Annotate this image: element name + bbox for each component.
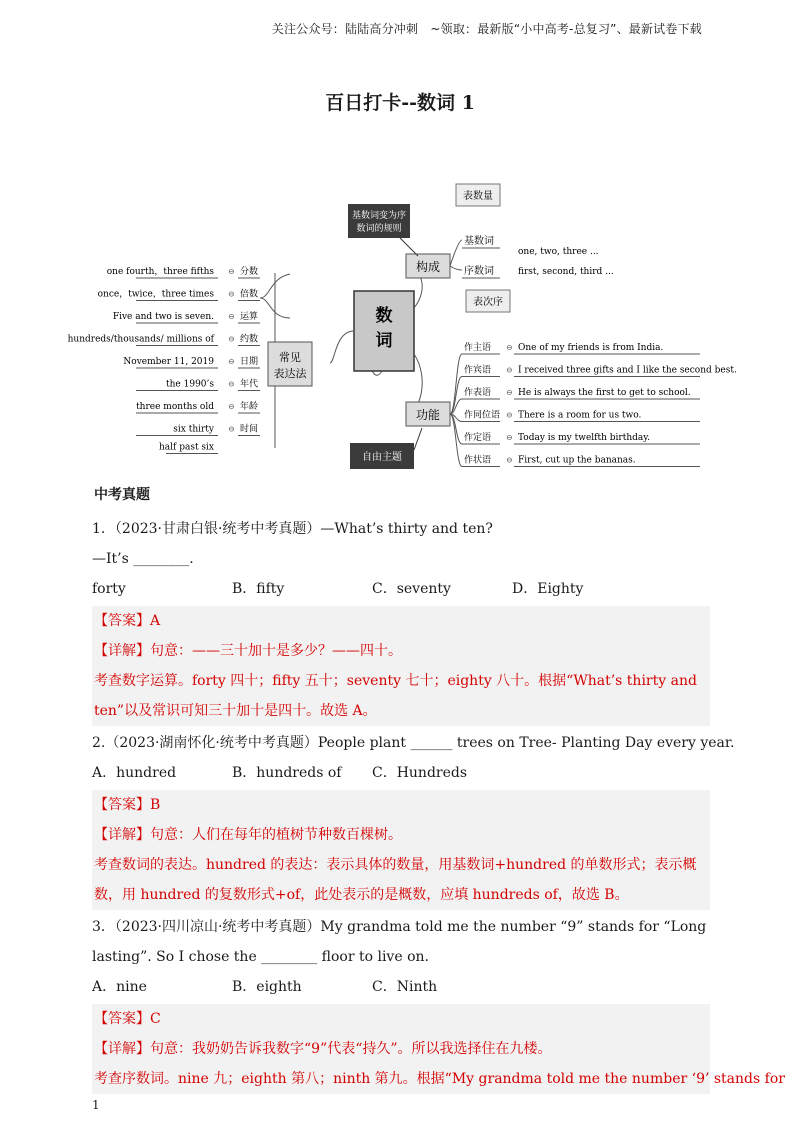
function-label: 作表语 [464, 388, 492, 398]
expand-icon: ⊖ [506, 410, 513, 420]
detail-text: 句意：我奶奶告诉我数字“9”代表“持久”。所以我选择住在九楼。 [150, 1041, 552, 1057]
construct-item-2-label: 序数词 [464, 266, 494, 277]
question-2-stem: 2.（2023·湖南怀化·统考中考真题）People plant ______ trees on Tree- Planting Day every year. [92, 735, 735, 751]
expand-icon: ⊖ [228, 334, 235, 344]
expression-label: 年龄 [240, 402, 259, 412]
function-example: One of my friends is from India. [518, 343, 664, 353]
expand-icon: ⊖ [228, 267, 235, 276]
function-example: First, cut up the bananas. [518, 455, 636, 466]
expression-label: 运算 [240, 312, 259, 322]
answer: 【答案】B [94, 797, 161, 813]
question-3-answer-box [92, 1004, 785, 1094]
question-2-answer-box [92, 790, 710, 910]
option: forty [92, 581, 126, 597]
bubble-order-label: 表次序 [473, 297, 503, 308]
detail [94, 1034, 708, 1064]
expand-icon: ⊖ [506, 433, 513, 442]
branch-function-label: 功能 [415, 408, 441, 422]
expression-label: 年代 [240, 379, 259, 390]
branch-expressions-label-1: 常见 [279, 351, 301, 364]
function-label: 作宾语 [464, 365, 492, 376]
detail-tag: 【详解】 [94, 643, 150, 659]
function-label: 作主语 [464, 343, 492, 353]
analysis: 考查数字运算。forty 四十；fifty 五十；seventy 七十；eighty 八十。根据“What’s thirty and ten”以及常识可知三十加十是四十。故选 A。 [94, 673, 697, 719]
expression-example: Five and two is seven. [112, 312, 214, 322]
expand-icon: ⊖ [228, 312, 235, 321]
expression-label: 倍数 [240, 289, 259, 300]
expand-icon: ⊖ [506, 343, 513, 352]
function-example: I received three gifts and I like the second best. [518, 365, 737, 376]
function-example: Today is my twelfth birthday. [518, 433, 650, 443]
callout-free-text: 自由主题 [362, 452, 402, 463]
function-connector [450, 354, 462, 414]
expression-example: November 11, 2019 [123, 357, 214, 367]
detail [94, 636, 708, 666]
branch-construct-label: 构成 [415, 260, 441, 274]
branch-expressions-label-2: 表达法 [273, 367, 307, 380]
option: C．Ninth [372, 979, 438, 995]
page-header: 关注公众号：陆陆高分冲刺 ~领取：最新版“小中高考-总复习”、最新试卷下载 [271, 22, 702, 36]
function-example: There is a room for us two. [518, 410, 642, 421]
center-label-2: 词 [375, 331, 393, 351]
expand-icon: ⊖ [228, 402, 235, 411]
expression-example: once，twice，three times [97, 289, 214, 300]
answer: 【答案】A [94, 613, 161, 629]
expand-icon: ⊖ [228, 289, 235, 299]
callout-rule-text-2: 数词的规则 [356, 224, 402, 234]
expand-icon: ⊖ [506, 365, 513, 375]
mindmap-diagram [67, 178, 737, 478]
detail [94, 820, 708, 850]
function-connector [450, 414, 462, 467]
question-3-stem: 3．（2023·四川凉山·统考中考真题）My grandma told me the number “9” stands for “Long lasting”. So I chose the ________ floor to live on. [92, 919, 707, 965]
expand-icon: ⊖ [228, 357, 235, 366]
construct-item-2-example: first, second, third ... [518, 267, 614, 277]
answer: 【答案】C [94, 1011, 161, 1027]
expression-label: 分数 [240, 267, 259, 277]
option: A．hundred [92, 765, 177, 781]
question-1-answer-box [92, 606, 710, 726]
option: A．nine [92, 979, 147, 995]
option: C．Hundreds [372, 765, 468, 781]
analysis: 考查数词的表达。hundred 的表达：表示具体的数量，用基数词+hundred 的单数形式；表示概数，用 hundred 的复数形式+of，此处表示的是概数，应填 hundreds of，故选 B。 [94, 857, 697, 903]
detail-text: 句意：——三十加十是多少？——四十。 [150, 643, 402, 659]
construct-item-1-label: 基数词 [464, 236, 494, 247]
expression-example: half past six [158, 442, 214, 453]
question-1-options [92, 574, 710, 604]
option: C．seventy [372, 581, 451, 597]
center-label: 数 [375, 306, 393, 326]
construct-item-1-example: one, two, three ... [518, 247, 599, 257]
expand-icon: ⊖ [228, 424, 235, 434]
function-example: He is always the first to get to school. [518, 388, 691, 398]
section-title: 中考真题 [94, 487, 150, 503]
page-title: 百日打卡--数词 1 [325, 92, 475, 114]
option: B．fifty [232, 581, 285, 597]
expression-example: six thirty [173, 424, 214, 435]
question-1-stem: 1．（2023·甘肃白银·统考中考真题）—What’s thirty and ten? [92, 521, 493, 537]
detail-tag: 【详解】 [94, 1041, 150, 1057]
option: D．Eighty [512, 581, 584, 597]
function-label: 作状语 [464, 455, 492, 466]
detail-tag: 【详解】 [94, 827, 150, 843]
option: B．eighth [232, 979, 302, 995]
function-label: 作定语 [464, 433, 492, 443]
expression-example: the 1990’s [166, 379, 214, 390]
question-2-options [92, 758, 710, 788]
expand-icon: ⊖ [228, 379, 235, 389]
option: B．hundreds of [232, 765, 342, 781]
question-3-options [92, 972, 710, 1002]
expression-label: 时间 [240, 424, 259, 435]
analysis: 考查序数词。nine 九；eighth 第八；ninth 第九。根据“My grandma told me the number ‘9’ stands for [94, 1071, 785, 1087]
expression-label: 约数 [240, 334, 259, 345]
bubble-quantity-label: 表数量 [463, 191, 493, 202]
expression-example: hundreds/thousands/ millions of [67, 334, 214, 345]
question-1-stem-2: —It’s ________. [92, 551, 194, 567]
page-number: 1 [92, 1098, 100, 1112]
expression-example: three months old [136, 402, 214, 412]
expand-icon: ⊖ [506, 455, 513, 465]
expression-example: one fourth，three fifths [106, 267, 214, 277]
expression-label: 日期 [240, 357, 259, 367]
questions-section [92, 484, 785, 1096]
function-label: 作同位语 [464, 410, 501, 421]
callout-rule-text-1: 基数词变为序 [351, 211, 407, 221]
expand-icon: ⊖ [506, 388, 513, 397]
detail-text: 句意：人们在每年的植树节种数百棵树。 [150, 827, 402, 843]
